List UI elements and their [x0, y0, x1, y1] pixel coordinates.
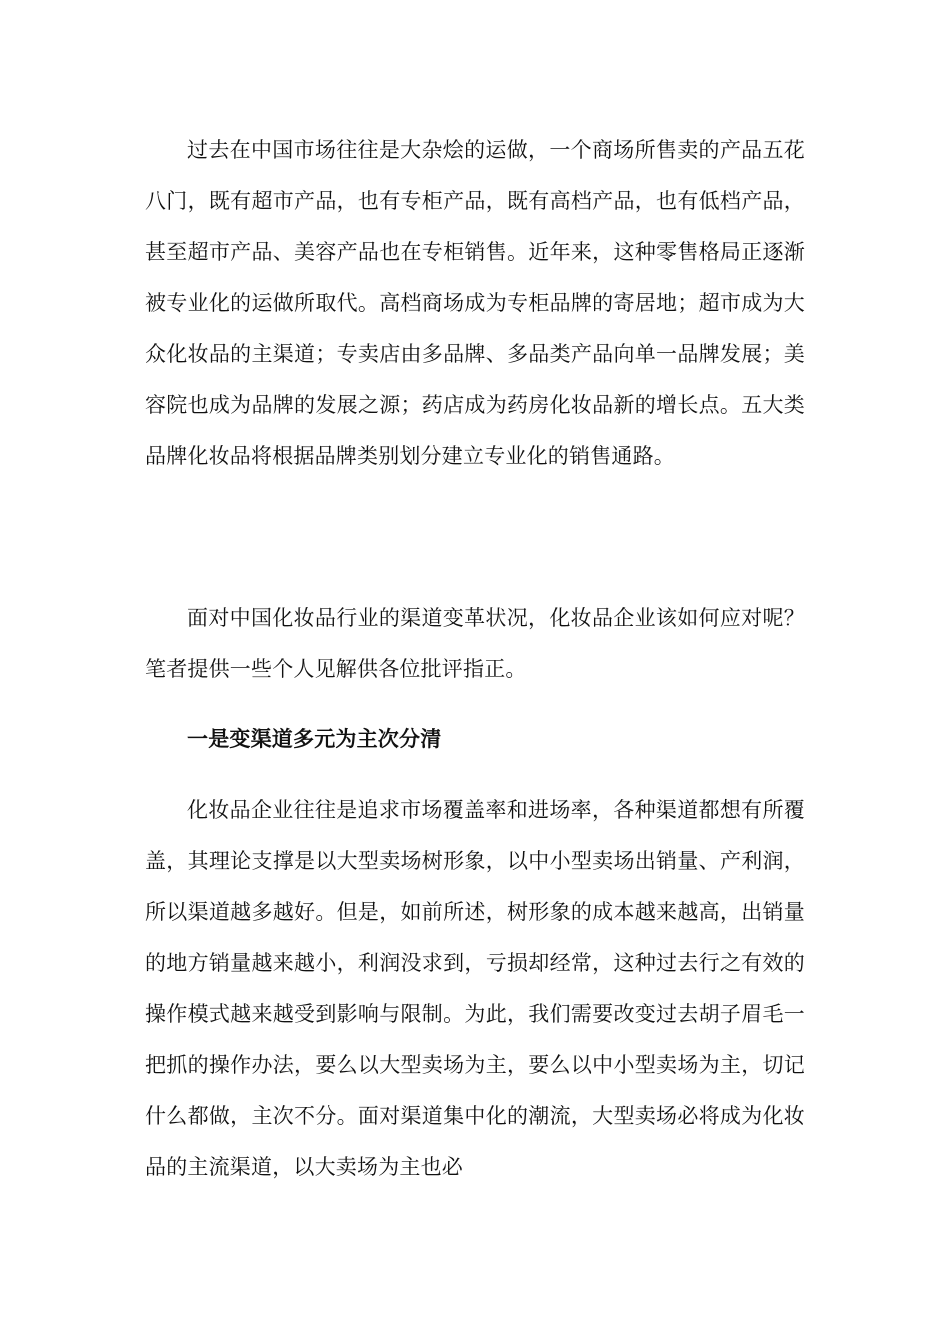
paragraph-retail-history: 过去在中国市场往往是大杂烩的运做，一个商场所售卖的产品五花八门，既有超市产品，也有专柜产品，既有高档产品，也有低档产品，甚至超市产品、美容产品也在专柜销售。近年来，这种零售格局正逐渐被专业化的运做所取代。高档商场成为专柜品牌的寄居地；超市成为大众化妆品的主渠道；专卖店由多品牌、多品类产品向单一品牌发展；美容院也成为品牌的发展之源；药店成为药房化妆品新的增长点。五大类品牌化妆品将根据品牌类别划分建立专业化的销售通路。 [145, 138, 805, 468]
section-heading: 一是变渠道多元为主次分清 [187, 726, 442, 751]
paragraph-channel-strategy: 化妆品企业往往是追求市场覆盖率和进场率，各种渠道都想有所覆盖，其理论支撑是以大型卖场树形象，以中小型卖场出销量、产利润，所以渠道越多越好。但是，如前所述，树形象的成本越来越高，出销量的地方销量越来越小，利润没求到，亏损却经常，这种过去行之有效的操作模式越来越受到影响与限制。为此，我们需要改变过去胡子眉毛一把抓的操作办法，要么以大型卖场为主，要么以中小型卖场为主，切记什么都做，主次不分。面对渠道集中化的潮流，大型卖场必将成为化妆品的主流渠道，以大卖场为主也必 [145, 798, 805, 1179]
paragraph-question: 面对中国化妆品行业的渠道变革状况，化妆品企业该如何应对呢？笔者提供一些个人见解供各位批评指正。 [145, 606, 805, 681]
